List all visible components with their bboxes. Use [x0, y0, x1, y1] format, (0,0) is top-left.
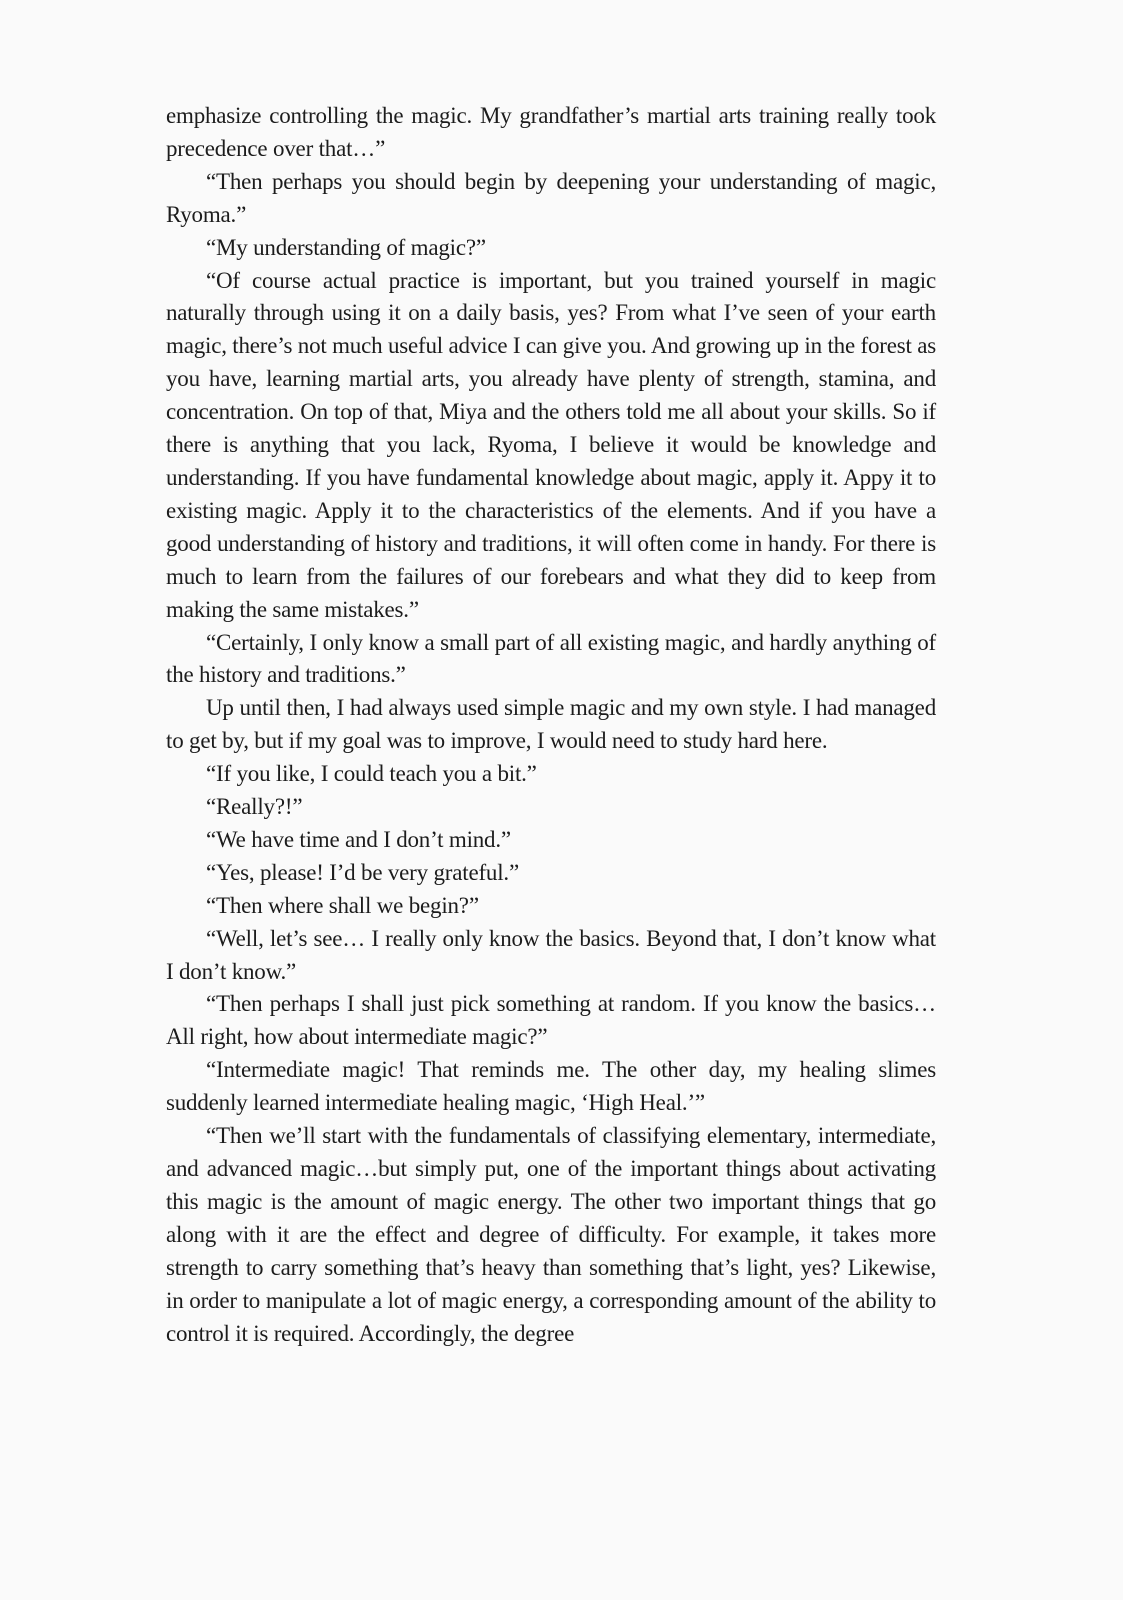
- paragraph: “If you like, I could teach you a bit.”: [206, 761, 537, 787]
- paragraph: “Yes, please! I’d be very grateful.”: [206, 859, 519, 885]
- paragraph: emphasize controlling the magic. My grandfather’s martial arts training really took precedence over that…”: [166, 103, 936, 161]
- paragraph: “Certainly, I only know a small part of all existing magic, and hardly anything of the history and traditions.”: [166, 629, 936, 688]
- paragraph: “Of course actual practice is important, but you trained yourself in magic naturally through using it on a daily basis, yes? From what I’ve seen of your earth magic, there’s not much useful advice I can give you. And growing up in the forest as you have, learning martial arts, you already have plenty of strength, stamina, and concentration. On top of that, Miya and the others told me all about your skills. So if there is anything that you lack, Ryoma, I believe it would be knowledge and understanding. If you have fundamental knowledge about magic, apply it. Appy it to existing magic. Apply it to the characteristics of the elements. And if you have a good understanding of history and traditions, it will often come in handy. For there is much to learn from the failures of our forebears and what they did to keep from making the same mistakes.”: [166, 267, 936, 622]
- paragraph: “Well, let’s see… I really only know the basics. Beyond that, I don’t know what I don’t know.”: [166, 925, 936, 984]
- paragraph: “Intermediate magic! That reminds me. The other day, my healing slimes suddenly learned intermediate healing magic, ‘High Heal.’”: [166, 1057, 936, 1116]
- paragraph: “Then we’ll start with the fundamentals of classifying elementary, intermediate, and advanced magic…but simply put, one of the important things about activating this magic is the amount of magic energy. The other two important things that go along with it are the effect and degree of difficulty. For example, it takes more strength to carry something that’s heavy than something that’s light, yes? Likewise, in order to manipulate a lot of magic energy, a corresponding amount of the ability to control it is required. Accordingly, the degree: [166, 1123, 936, 1346]
- paragraph: “Then where shall we begin?”: [206, 892, 479, 918]
- paragraph: “Really?!”: [206, 794, 303, 820]
- paragraph: “We have time and I don’t mind.”: [206, 826, 511, 852]
- paragraph: “Then perhaps you should begin by deepening your understanding of magic, Ryoma.”: [166, 168, 936, 227]
- paragraph: “Then perhaps I shall just pick something at random. If you know the basics… All right, how about intermediate magic?”: [166, 991, 936, 1050]
- paragraph: “My understanding of magic?”: [206, 234, 486, 260]
- body-text: [166, 100, 936, 1350]
- paragraph: Up until then, I had always used simple magic and my own style. I had managed to get by, but if my goal was to improve, I would need to study hard here.: [166, 695, 936, 754]
